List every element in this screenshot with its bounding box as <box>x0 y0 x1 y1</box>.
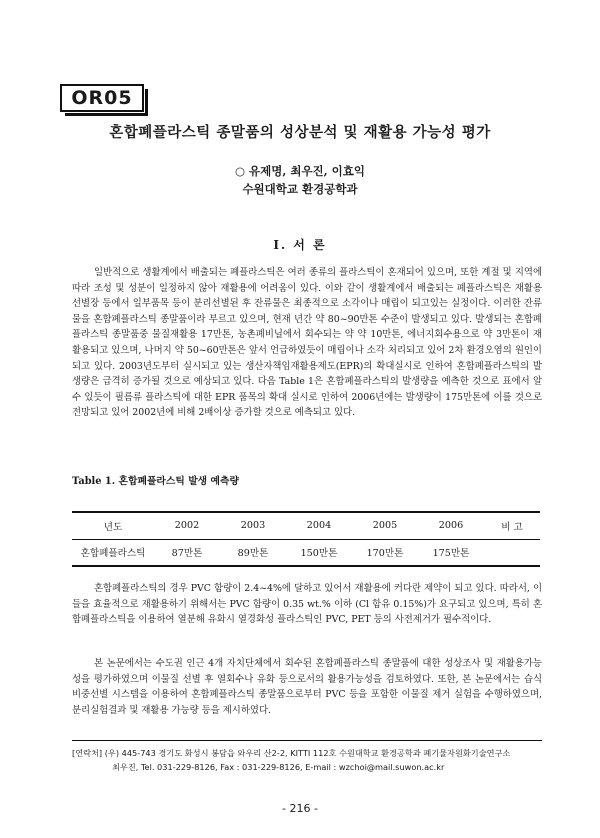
contact-line-2: 최우진, Tel. 031-229-8126, Fax : 031-229-8126, E-mail : wzchoi@mail.suwon.ac.kr <box>112 762 445 772</box>
table-header-cell: 2005 <box>352 512 418 539</box>
table-row <box>72 539 540 566</box>
table-cell: 170만톤 <box>352 539 418 566</box>
table-header-cell: 2003 <box>220 512 286 539</box>
table-header-row <box>72 512 540 539</box>
intro-paragraph-1: 일반적으로 생활계에서 배출되는 폐플라스틱은 여러 종류의 플라스틱이 혼재되어 있으며, 또한 계절 및 지역에 따라 조성 및 성분이 일정하지 않아 재활용에 어려움이 있다. 이와 같이 생활계에서 배출되는 폐플라스틱은 재활용 선별장 등에서 일부품목 등이 분리선별된 후 잔류물은 최종적으로 소각이나 매립이 되고있는 실정이다. 이러한 잔류물을 혼합폐플라스틱 종말품이라 부르고 있으며, 현재 년간 약 80~90만톤 수준이 발생되고 있다. 발생되는 혼합폐플라스틱 종말품중 물질재활용 17만톤, 농촌폐비닐에서 회수되는 약 약 10만톤, 에너지회수용으로 약 3만톤이 재활용되고 있으며, 나머지 약 50~60만톤은 앞서 언급하였듯이 매립이나 소각 처리되고 있어 2차 환경오염의 원인이 되고 있다. 2003년도부터 실시되고 있는 생산자책임재활용제도(EPR)의 확대실시로 인하여 혼합폐플라스틱의 발생량은 급격히 증가될 것으로 예상되고 있다. 다음 Table 1은 혼합폐플라스틱의 발생량을 예측한 것으로 표에서 알 수 있듯이 필름류 플라스틱에 대한 EPR 품목의 확대 실시로 인하여 2006년에는 발생량이 175만톤에 이를 것으로 전망되고 있어 2002년에 비해 2배이상 증가할 것으로 예측되고 있다. <box>72 267 542 419</box>
intro-paragraph-3: 본 논문에서는 수도권 인근 4개 자치단체에서 회수된 혼합폐플라스틱 종말품에 대한 성상조사 및 재활용가능성을 평가하였으며 이물질 선별 후 열회수나 유화 등으로서의 활용가능성을 검토하였다. 또한, 본 논문에서는 습식비중선별 시스템을 이용하여 혼합폐플라스틱 종말품으로부터 PVC 등을 포함한 이물질 제거 실험을 수행하였으며, 분리실험결과 및 재활용 가능량 등을 제시하였다. <box>72 658 542 716</box>
section-heading: I. 서 론 <box>273 238 327 252</box>
table-cell: 150만톤 <box>286 539 352 566</box>
contact-line-1: [연락처] (우) 445-743 경기도 화성시 봉담읍 와우리 산2-2, KITTI 112호 수원대학교 환경공학과 폐기물자원화기술연구소 <box>72 748 511 758</box>
table-header-cell: 비 고 <box>484 512 540 539</box>
table-cell: 89만톤 <box>220 539 286 566</box>
authors: ○ 유제명, 최우진, 이효익 <box>234 164 366 178</box>
table-header-cell: 년도 <box>72 512 154 539</box>
page-number: - 216 - <box>282 802 318 815</box>
affiliation: 수원대학교 환경공학과 <box>242 182 358 196</box>
table-caption: Table 1. 혼합폐플라스틱 발생 예측량 <box>72 476 239 487</box>
table-cell <box>484 539 540 566</box>
table-cell: 175만톤 <box>418 539 484 566</box>
contact-footer <box>72 746 542 774</box>
intro-paragraph-2: 혼합폐플라스틱의 경우 PVC 함량이 2.4~4%에 달하고 있어서 재활용에 커다란 제약이 되고 있다. 따라서, 이들을 효율적으로 재활용하기 위해서는 PVC 함량이 0.35 wt.% 이하 (Cl 함유 0.15%)가 요구되고 있으며, 특히 혼합폐플라스틱을 이용하여 열분해 유화시 열경화성 플라스틱인 PVC, PET 등의 사전제거가 필수적이다. <box>72 583 542 626</box>
table-header-cell: 2004 <box>286 512 352 539</box>
table-cell: 87만톤 <box>154 539 220 566</box>
paper-title: 혼합폐플라스틱 종말품의 성상분석 및 재활용 가능성 평가 <box>109 124 491 141</box>
table-cell: 혼합폐플라스틱 <box>72 539 154 566</box>
table-header-cell: 2006 <box>418 512 484 539</box>
forecast-table <box>72 511 540 567</box>
table-header-cell: 2002 <box>154 512 220 539</box>
footer-divider <box>72 740 542 741</box>
paper-code-box: OR05 <box>60 84 144 112</box>
